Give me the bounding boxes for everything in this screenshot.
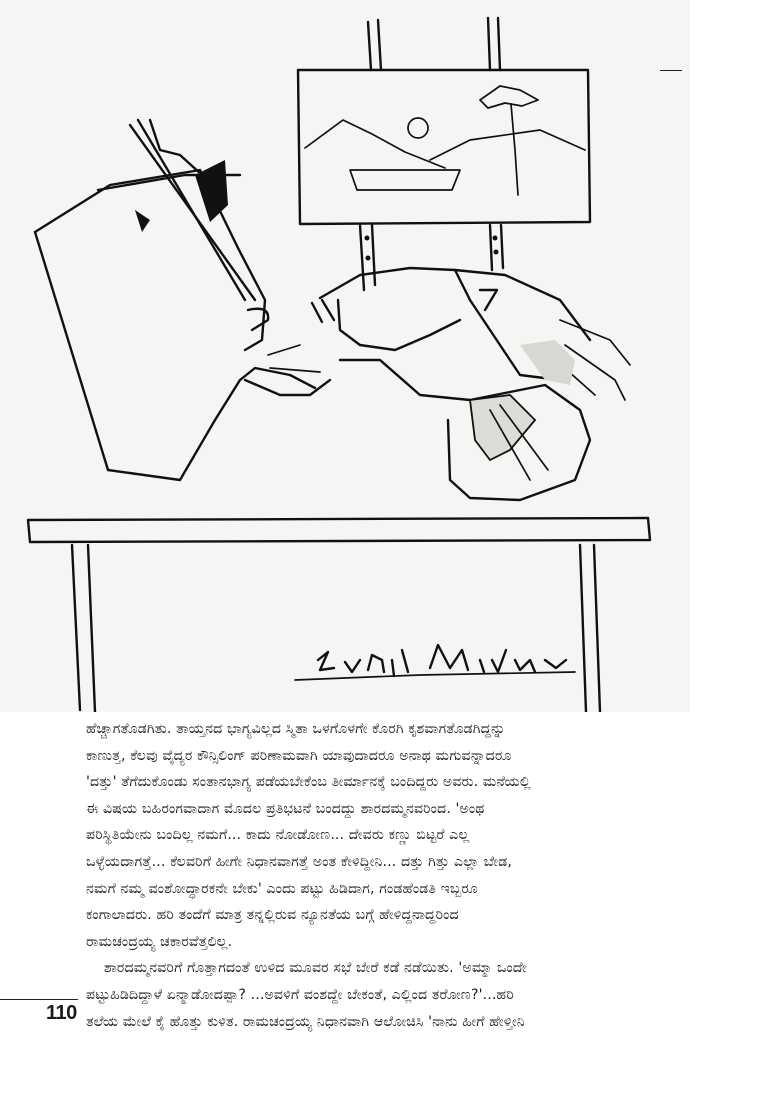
header-rule	[660, 70, 682, 71]
text-line: ನಮಗೆ ನಮ್ಮ ವಂಶೋದ್ಧಾರಕನೇ ಬೇಕು' ಎಂದು ಪಟ್ಟು ಹಿಡಿದಾಗ, ಗಂಡಹೆಂಡತಿ ಇಬ್ಬರೂ	[86, 880, 478, 897]
page-number: 110	[46, 1002, 77, 1024]
text-line: ಪಟ್ಟುಹಿಡಿದಿದ್ದಾಳೆ ಏನ್ಮಾಡೋದಪ್ಪಾ? ...ಅವಳಿಗೆ ವಂಶದ್ದೇ ಬೇಕಂತೆ, ಎಲ್ಲಿಂದ ತರೋಣ?'...ಹರಿ	[86, 986, 514, 1003]
text-line: 'ದತ್ತು' ತೆಗೆದುಕೊಂಡು ಸಂತಾನಭಾಗ್ಯ ಪಡೆಯಬೇಕೆಂಬ ತೀರ್ಮಾನಕ್ಕೆ ಬಂದಿದ್ದರು ಅವರು. ಮನೆಯಲ್ಲಿ	[86, 774, 531, 791]
woman-figure-drawing	[312, 268, 630, 500]
text-line: ಒಳ್ಳೆಯದಾಗತ್ತೆ... ಕೆಲವರಿಗೆ ಹೀಗೇ ನಿಧಾನವಾಗತ್ತೆ ಅಂತ ಕೇಳಿದ್ದೀನಿ... ದತ್ತು ಗಿತ್ತು ಎಲ್ಲಾ ಬೇಡ,	[86, 853, 512, 870]
footer-rule	[0, 999, 78, 1000]
artist-signature	[295, 645, 575, 680]
text-line: ಕಂಗಾಲಾದರು. ಹರಿ ತಂದೆಗೆ ಮಾತ್ರ ತನ್ನಲ್ಲಿರುವ ನ್ಯೂನತೆಯ ಬಗ್ಗೆ ಹೇಳಿದ್ದನಾದ್ದರಿಂದ	[86, 907, 459, 924]
text-line: ಕಾಣುತ್ತ, ಕೆಲವು ವೈದ್ಯರ ಕೌನ್ಸಿಲಿಂಗ್ ಪರಿಣಾಮವಾಗಿ ಯಾವುದಾದರೂ ಅನಾಥ ಮಗುವನ್ನಾದರೂ	[86, 747, 512, 764]
table-drawing	[28, 518, 650, 712]
text-line: ಪರಿಸ್ಥಿತಿಯೇನು ಬಂದಿಲ್ಲ ನಮಗೆ... ಕಾದು ನೋಡೋಣ... ದೇವರು ಕಣ್ಣು ಬಿಟ್ಟರೆ ಎಲ್ಲ	[86, 827, 470, 844]
man-figure-drawing	[35, 120, 330, 480]
easel-drawing	[298, 18, 590, 290]
text-line: ತಲೆಯ ಮೇಲೆ ಕೈ ಹೊತ್ತು ಕುಳಿತ. ರಾಮಚಂದ್ರಯ್ಯ ನಿಧಾನವಾಗಿ ಆಲೋಚಿಸಿ 'ನಾನು ಹೀಗೆ ಹೇಳ್ತೀನಿ	[86, 1013, 525, 1030]
text-line: ಹೆಚ್ಚಾಗತೊಡಗಿತು. ತಾಯ್ತನದ ಭಾಗ್ಯವಿಲ್ಲದ ಸ್ಮಿತಾ ಒಳಗೊಳಗೇ ಕೊರಗಿ ಕೃಶವಾಗತೊಡಗಿದ್ದನ್ನು	[86, 721, 506, 737]
text-line: ರಾಮಚಂದ್ರಯ್ಯ ಚಕಾರವೆತ್ತಲಿಲ್ಲ.	[86, 933, 233, 950]
text-line: ಶಾರದಮ್ಮನವರಿಗೆ ಗೊತ್ತಾಗದಂತೆ ಉಳಿದ ಮೂವರ ಸಭೆ ಬೇರೆ ಕಡೆ ನಡೆಯಿತು. 'ಅಮ್ಮಾ ಒಂದೇ	[104, 960, 527, 977]
text-line: ಈ ವಿಷಯ ಬಹಿರಂಗವಾದಾಗ ಮೊದಲ ಪ್ರತಿಭಟನೆ ಬಂದದ್ದು ಶಾರದಮ್ಮನವರಿಂದ. 'ಅಂಥ	[86, 800, 485, 817]
body-text	[86, 716, 686, 1035]
